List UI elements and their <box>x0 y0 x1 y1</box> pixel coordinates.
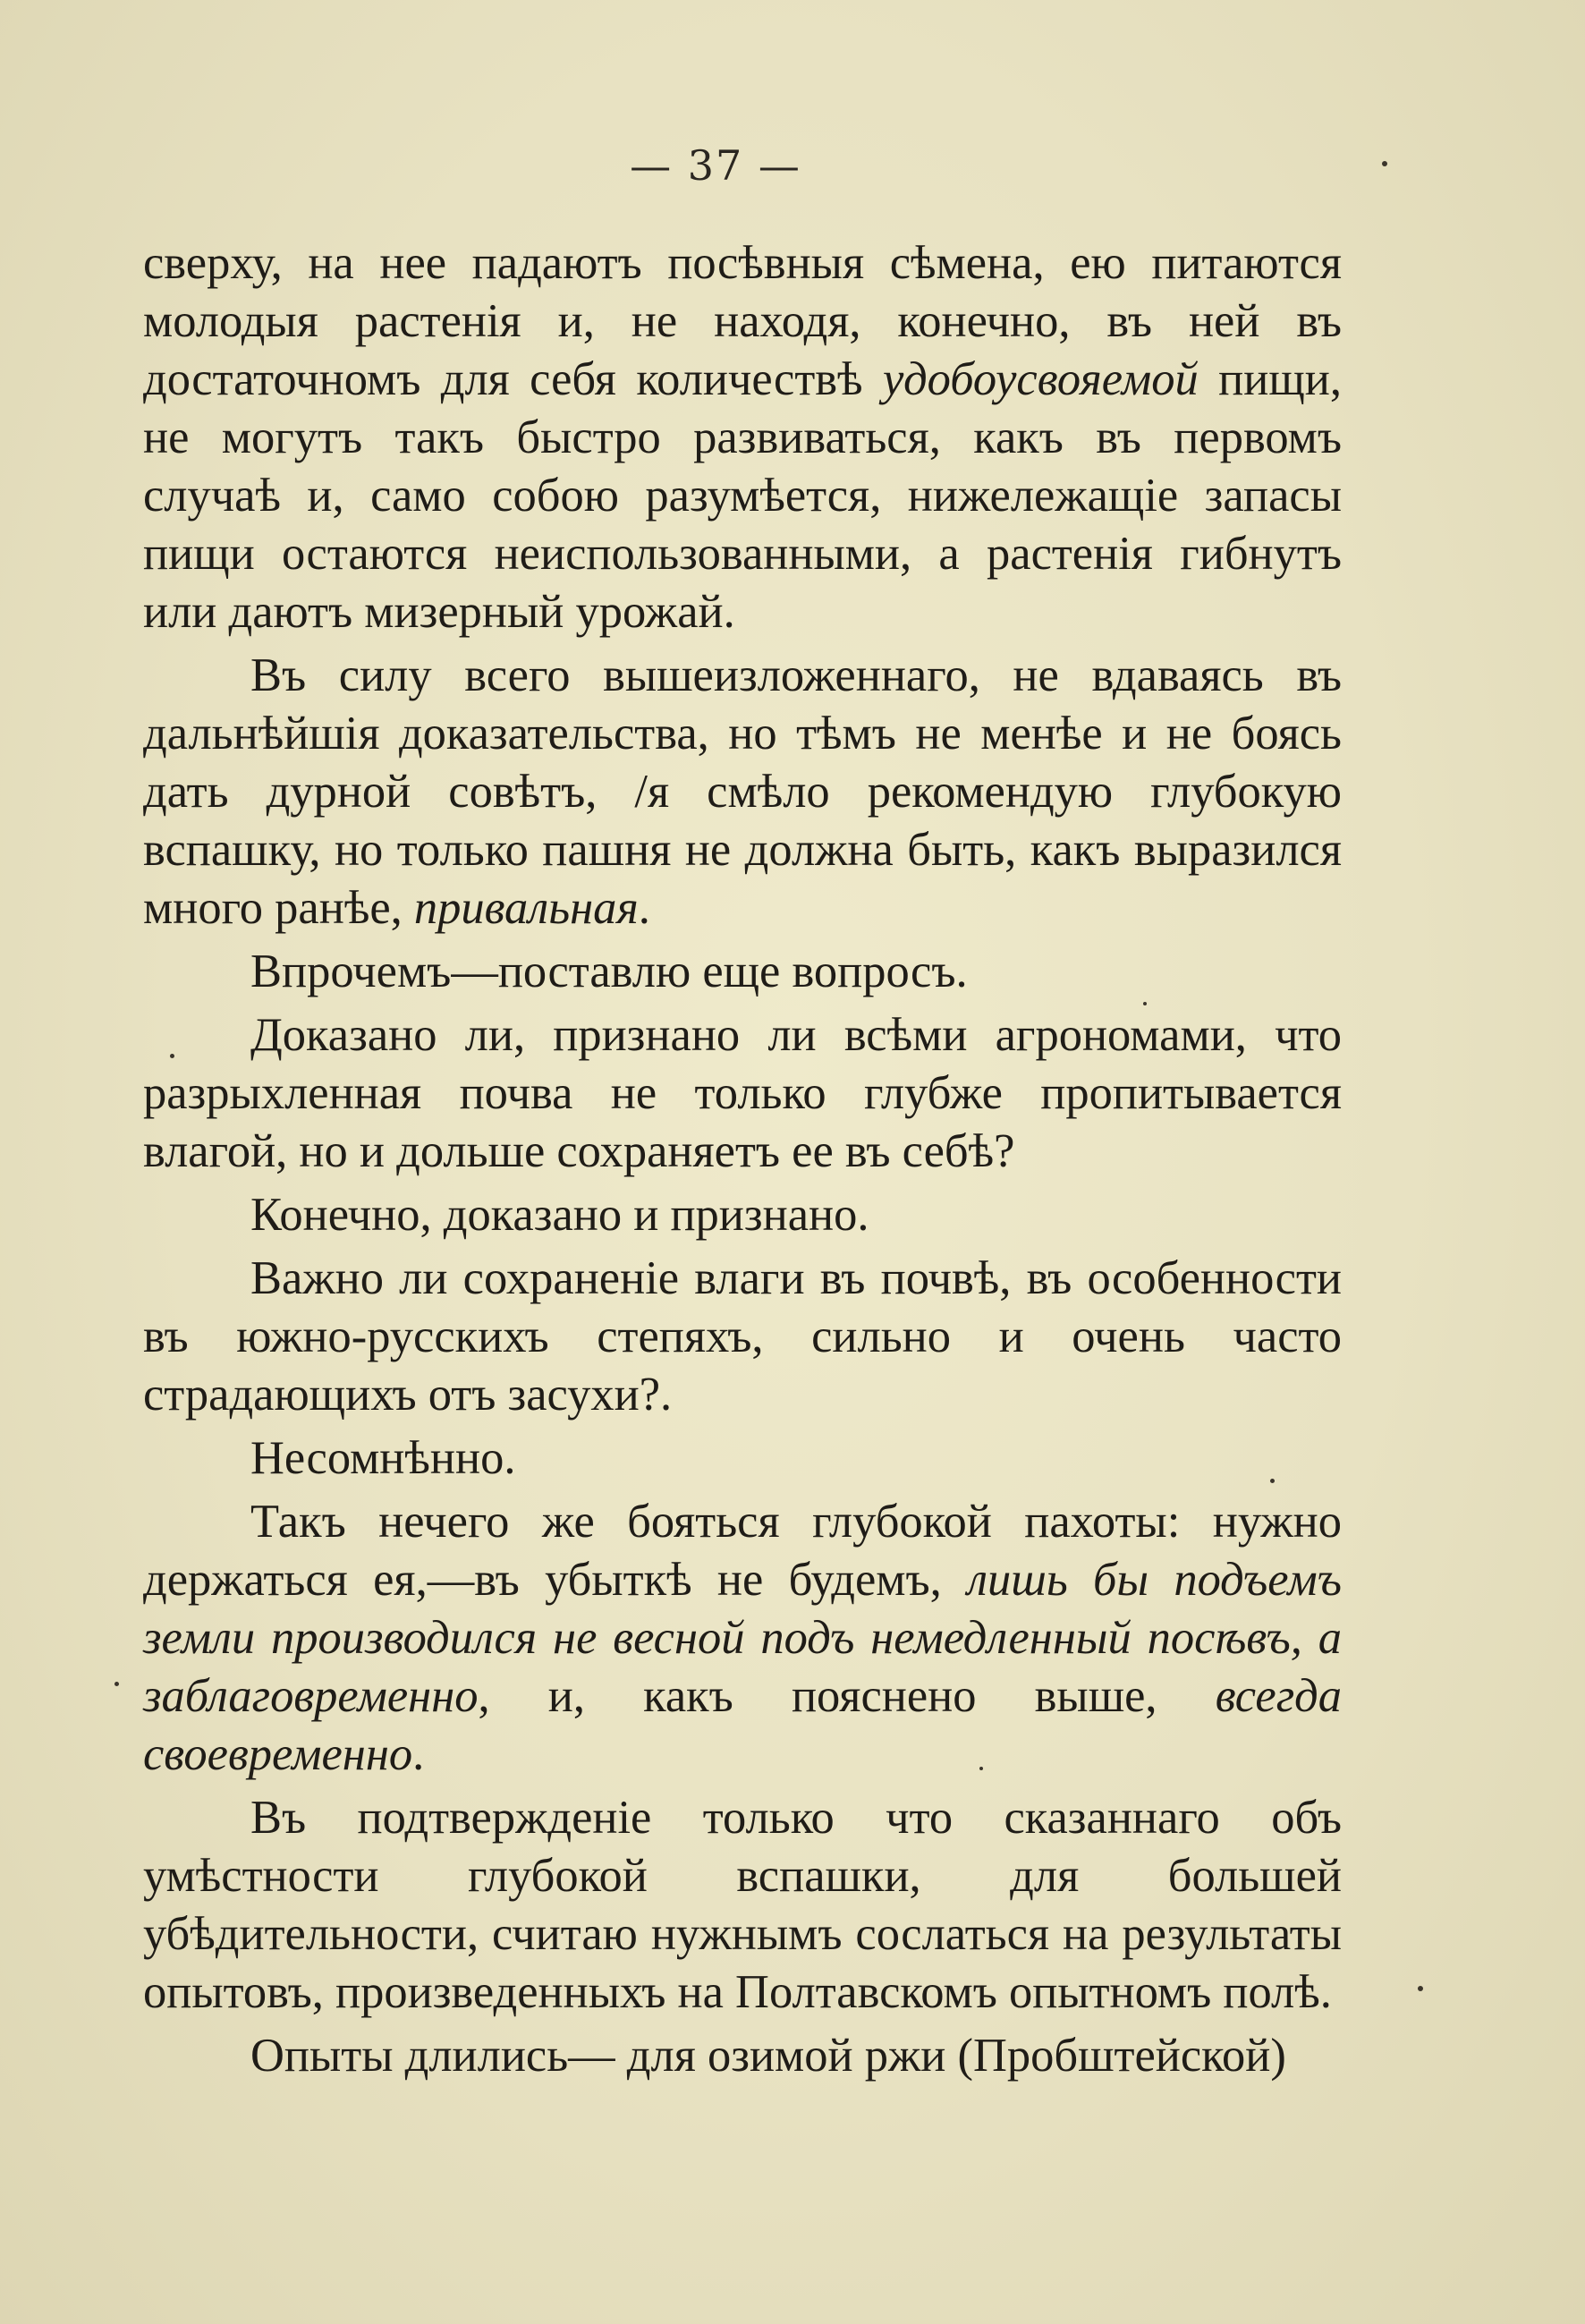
text-span: Опыты длились— для озимой ржи (Пробштейской) <box>250 2030 1286 2082</box>
text-span: Несомнѣнно. <box>250 1432 516 1484</box>
text-span: Въ подтвержденіе только что сказаннаго объ умѣстности глубокой вспашки, для большей убѣдительности, считаю нужнымъ сослаться на результаты опытовъ, произведенныхъ на Полтавскомъ опытномъ полѣ. <box>143 1792 1342 2018</box>
print-speck <box>1418 1986 1423 1991</box>
print-speck <box>1382 161 1387 166</box>
paragraph <box>143 234 1342 641</box>
paragraph <box>143 1250 1342 1424</box>
text-span: Важно ли сохраненіе влаги въ почвѣ, въ особенности въ южно-русскихъ степяхъ, сильно и очень часто страдающихъ отъ засухи?. <box>143 1252 1342 1421</box>
text-span: . <box>638 882 650 934</box>
paragraph <box>143 2027 1342 2085</box>
print-speck <box>1270 1479 1275 1483</box>
paragraph <box>143 1006 1342 1181</box>
paragraph <box>143 647 1342 937</box>
text-span: Такъ нечего же бояться глубокой пахоты: нужно держаться ея,—въ убыткѣ не будемъ, <box>143 1496 1342 1606</box>
print-speck <box>979 1767 983 1770</box>
paragraph <box>143 1493 1342 1784</box>
print-speck <box>170 1054 174 1058</box>
text-span: Конечно, доказано и признано. <box>250 1189 869 1241</box>
italic-phrase: лишь бы подъемъ земли производился не весной подъ немедленный посѣвъ, а заблаговременно <box>143 1554 1342 1722</box>
page-number: — 37 — <box>630 141 801 190</box>
text-span: пищи, не могутъ такъ быстро развиваться, какъ въ первомъ случаѣ и, само собою разумѣется, нижележащіе запасы пищи остаются неиспользованными, а растенія гибнутъ или даютъ мизерный урожай. <box>143 353 1342 638</box>
text-span: Впрочемъ—поставлю еще вопросъ. <box>250 946 968 997</box>
print-speck <box>1143 1002 1147 1005</box>
text-span: , и, какъ пояснено выше, <box>478 1670 1216 1722</box>
paragraph <box>143 943 1342 1001</box>
text-span: сверху, на нее падаютъ посѣвныя сѣмена, ею питаются молодыя растенія и, не находя, конечно, въ ней въ достаточномъ для себя количествѣ <box>143 237 1342 405</box>
text-span: Въ силу всего вышеизложеннаго, не вдаваясь въ дальнѣйшія доказательства, но тѣмъ не менѣе и не боясь дать дурной совѣтъ, /я смѣло рекомендую глубокую вспашку, но только пашня не должна быть, какъ выразился много ранѣе, <box>143 649 1342 934</box>
print-speck <box>114 1682 119 1686</box>
text-span: Доказано ли, признано ли всѣми агрономами, что разрыхленная почва не только глубже пропитывается влагой, но и дольше сохраняетъ ее въ себѣ? <box>143 1009 1342 1177</box>
italic-term: удобоусвояемой <box>882 353 1199 405</box>
body-text <box>143 234 1342 2085</box>
paragraph <box>143 1789 1342 2022</box>
italic-term: привальная <box>413 882 639 934</box>
paragraph <box>143 1186 1342 1244</box>
text-span: . <box>412 1728 425 1780</box>
paragraph <box>143 1429 1342 1488</box>
italic-phrase: всегда своевременно <box>143 1670 1342 1780</box>
